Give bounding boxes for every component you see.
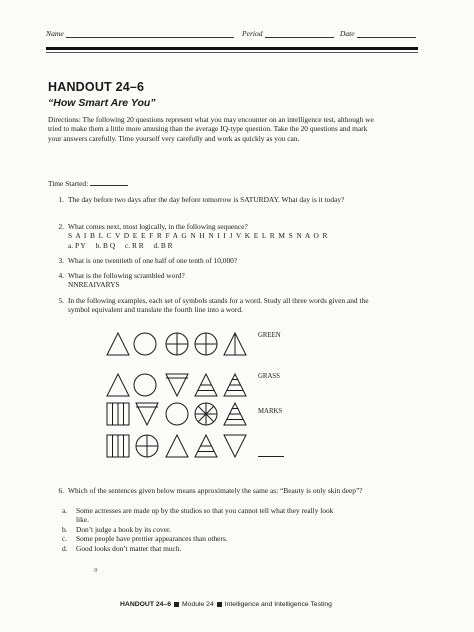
handout-title: HANDOUT 24–6	[48, 80, 145, 94]
option-d[interactable]: d. B R	[153, 240, 173, 250]
footer-handout: HANDOUT 24–6	[120, 601, 171, 608]
handout-subtitle: “How Smart Are You”	[48, 97, 156, 109]
option-c[interactable]: c. R R	[124, 240, 144, 250]
symbol-grid	[0, 320, 474, 490]
symbol-row-green	[107, 333, 246, 355]
circle-plus-icon	[195, 333, 217, 355]
square-bullet-icon	[174, 602, 179, 607]
question-3	[48, 256, 393, 266]
student-info-header	[46, 29, 416, 38]
inverted-triangle-icon	[224, 435, 246, 457]
question-number: 4.	[58, 271, 64, 280]
date-field[interactable]	[357, 29, 416, 38]
question-text: Which of the sentences given below means approximately the same as: “Beauty is only skin deep”?	[68, 486, 363, 495]
striped-box-icon	[107, 403, 129, 425]
header-rule-thin	[46, 52, 418, 53]
circle-plus-icon	[136, 435, 158, 457]
name-label: Name	[46, 29, 64, 38]
inverted-lined-triangle-icon	[166, 374, 188, 396]
time-started-field[interactable]	[90, 178, 128, 186]
circle-icon	[166, 403, 188, 425]
choice-d[interactable]: d. Good looks don’t matter that much.	[62, 543, 182, 553]
question-4	[48, 271, 393, 291]
question-number: 2.	[58, 222, 64, 231]
option-a[interactable]: a. P Y	[68, 240, 86, 250]
triangle-icon	[107, 333, 129, 355]
letter-sequence: S A I B L C V D E E F R F A G N H N I I J V K E L R M S N A O R	[68, 231, 329, 241]
word-label-grass: GRASS	[258, 373, 280, 380]
spoked-circle-icon	[195, 403, 217, 425]
striped-triangle-icon	[224, 374, 246, 396]
word-label-green: GREEN	[258, 332, 281, 339]
question-number: 3.	[58, 256, 64, 265]
question-1	[48, 195, 393, 215]
triangle-icon	[107, 374, 129, 396]
question-6	[48, 486, 393, 506]
question-6-choices	[62, 506, 382, 553]
scrambled-word: NNREAIVARYS	[68, 280, 120, 290]
directions-paragraph: Directions: The following 20 questions represent what you may encounter on an intelligence test, although we tried to make them a little more amusing than the average IQ-type question. Take the 20 questions and mark your answers carefully. Time yourself very carefully and work as quickly as you can.	[48, 115, 374, 143]
circle-icon	[134, 374, 156, 396]
answer-options	[68, 241, 388, 250]
question-2	[48, 222, 393, 252]
symbol-row-grass	[107, 374, 246, 396]
stray-mark: 9	[94, 567, 98, 574]
question-text: What is one twentieth of one half of one tenth of 10,000?	[68, 256, 238, 265]
inverted-lined-triangle-icon	[136, 403, 158, 425]
time-started-label: Time Started:	[48, 179, 89, 188]
word-label-marks: MARKS	[258, 408, 283, 415]
striped-triangle-icon	[195, 374, 217, 396]
striped-triangle-icon	[195, 435, 217, 457]
period-field[interactable]	[265, 29, 334, 38]
question-text: The day before two days after the day before tomorrow is SATURDAY. What day is it today?	[68, 195, 345, 204]
split-triangle-icon	[224, 333, 246, 355]
option-b[interactable]: b. B Q	[95, 240, 116, 250]
footer-topic: Intelligence and Intelligence Testing	[224, 601, 332, 608]
date-label: Date	[339, 29, 355, 38]
answer-blank[interactable]	[258, 456, 284, 457]
footer-module: Module 24	[182, 601, 214, 608]
question-5	[48, 296, 393, 316]
triangle-icon	[166, 435, 188, 457]
circle-icon	[134, 333, 156, 355]
square-bullet-icon	[217, 602, 222, 607]
question-number: 1.	[58, 195, 64, 204]
name-field[interactable]	[66, 29, 234, 38]
choice-c[interactable]: c. Some people have prettier appearances than others.	[62, 534, 228, 544]
question-number: 5.	[58, 296, 64, 305]
circle-plus-icon	[166, 333, 188, 355]
symbol-row-unknown	[107, 435, 246, 457]
time-started	[48, 178, 128, 188]
page-footer	[120, 601, 332, 608]
striped-triangle-icon	[224, 403, 246, 425]
symbol-row-marks	[107, 403, 246, 425]
question-text: In the following examples, each set of symbols stands for a word. Study all three words given and the symbol equivalent and translate the fourth line into a word.	[68, 296, 369, 315]
striped-box-icon	[107, 435, 129, 457]
choice-b[interactable]: b. Don’t judge a book by its cover.	[62, 524, 171, 534]
header-rule	[46, 47, 418, 50]
choice-a[interactable]: a. Some actresses are made up by the studios so that you cannot tell what they really look like.	[62, 506, 334, 525]
question-text: What is the following scrambled word?	[68, 271, 185, 280]
period-label: Period	[241, 29, 263, 38]
question-number: 6.	[58, 486, 64, 495]
question-text: What comes next, most logically, in the following sequence?	[68, 222, 248, 231]
